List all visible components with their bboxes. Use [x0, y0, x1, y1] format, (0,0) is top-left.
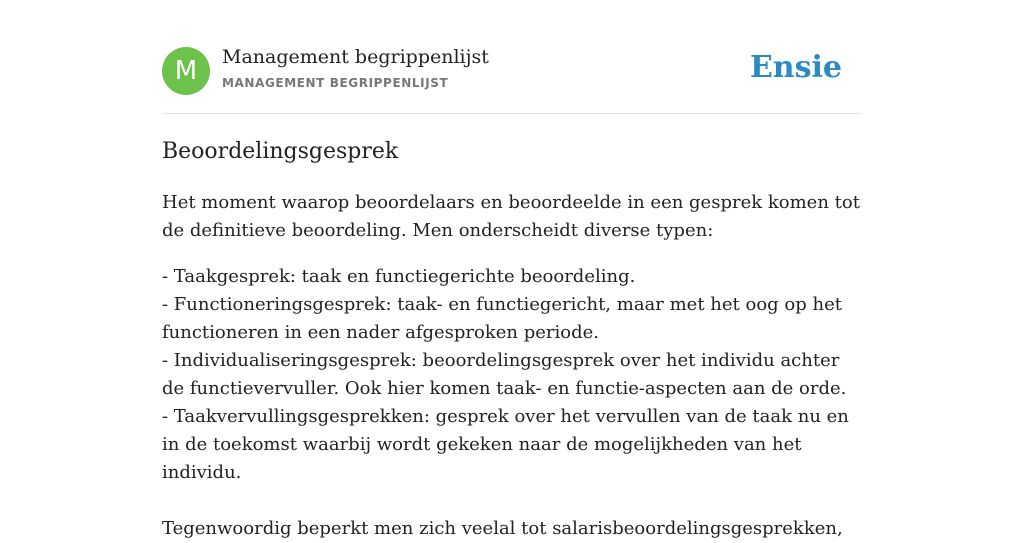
list-item: - Individualiseringsgesprek: beoordelingsgesprek over het individu achter de functievervuller. Ook hier komen taak- en functie-aspecten aan de orde.	[162, 350, 847, 399]
list-item: - Taakvervullingsgesprekken: gesprek over het vervullen van de taak nu en in de toekomst waarbij wordt gekeken naar de mogelijkheden van het individu.	[162, 406, 849, 483]
intro-paragraph: Het moment waarop beoordelaars en beoordeelde in een gesprek komen tot de definitieve beoordeling. Men onderscheidt diverse typen:	[162, 192, 860, 241]
type-list	[162, 263, 862, 487]
header-divider	[162, 113, 862, 114]
article	[162, 135, 862, 543]
term-title: Beoordelingsgesprek	[162, 139, 399, 164]
avatar[interactable]: M	[162, 47, 210, 95]
site-header	[162, 46, 862, 96]
site-subtitle: MANAGEMENT BEGRIPPENLIJST	[222, 76, 449, 90]
ensie-logo[interactable]: Ensie	[749, 50, 842, 85]
list-item: - Taakgesprek: taak en functiegerichte beoordeling.	[162, 266, 636, 287]
list-item: - Functioneringsgesprek: taak- en functiegericht, maar met het oog op het functioneren in een nader afgesproken periode.	[162, 294, 842, 343]
closing-paragraph: Tegenwoordig beperkt men zich veelal tot salarisbeoordelingsgesprekken,	[162, 518, 843, 539]
site-title[interactable]: Management begrippenlijst	[222, 46, 489, 68]
